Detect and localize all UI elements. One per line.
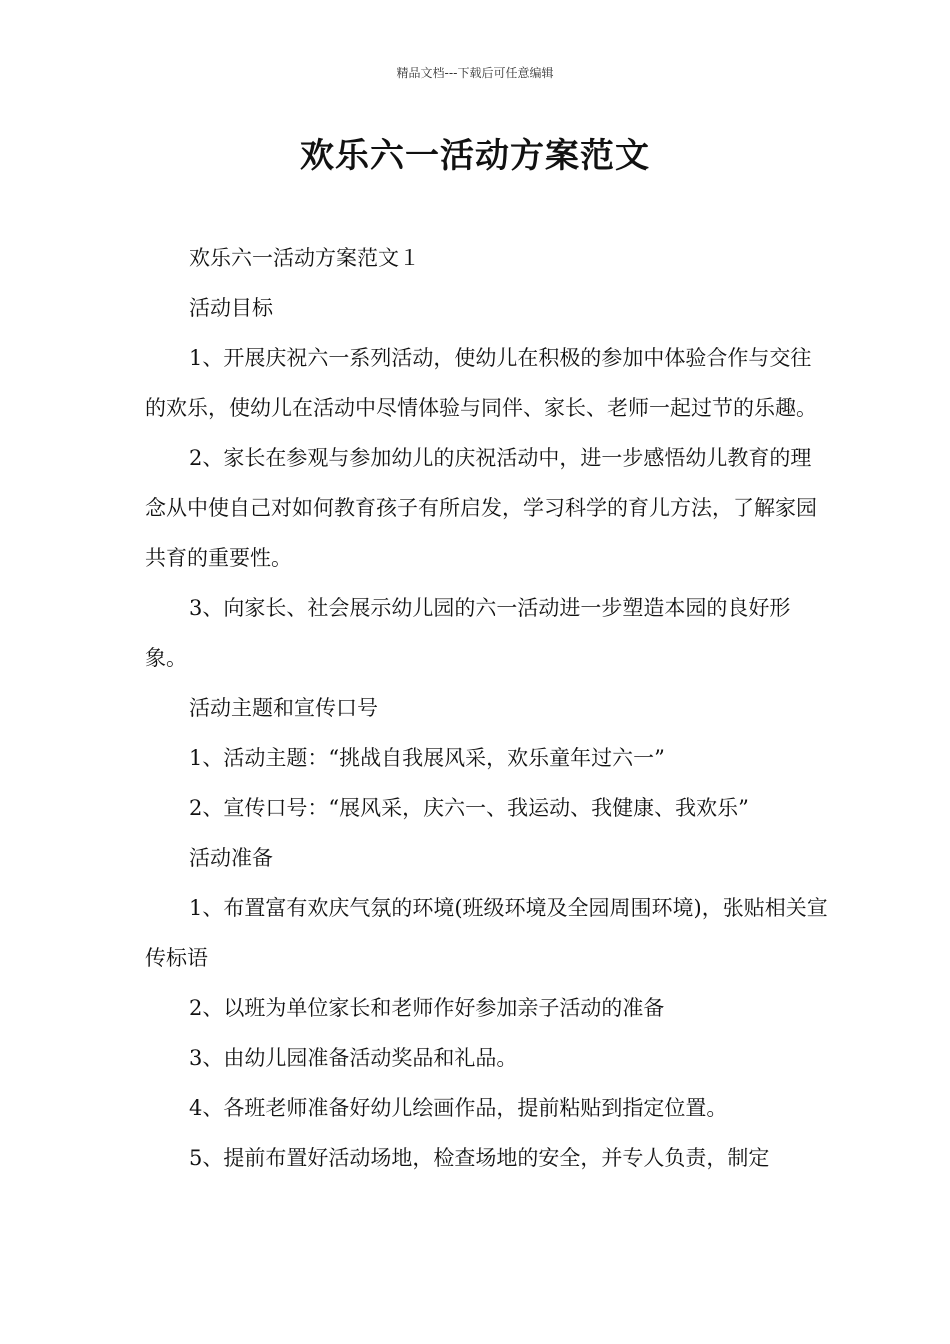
section-heading: 欢乐六一活动方案范文１ [189, 246, 420, 270]
subheading-preparation: 活动准备 [189, 846, 273, 870]
document-body [145, 233, 830, 1183]
subheading-theme: 活动主题和宣传口号 [189, 696, 378, 720]
goal-paragraph: 3、向家长、社会展示幼儿园的六一活动进一步塑造本园的良好形象。 [145, 596, 791, 670]
preparation-paragraph: 3、由幼儿园准备活动奖品和礼品。 [189, 1046, 518, 1070]
slogan-paragraph: 2、宣传口号：“展风采，庆六一、我运动、我健康、我欢乐” [189, 796, 749, 820]
preparation-paragraph: 1、布置富有欢庆气氛的环境(班级环境及全园周围环境)，张贴相关宣传标语 [145, 896, 828, 970]
goal-paragraph: 1、开展庆祝六一系列活动，使幼儿在积极的参加中体验合作与交往的欢乐，使幼儿在活动中尽情体验与同伴、家长、老师一起过节的乐趣。 [145, 346, 817, 420]
document-title: 欢乐六一活动方案范文 [300, 136, 650, 176]
preparation-paragraph: 4、各班老师准备好幼儿绘画作品，提前粘贴到指定位置。 [189, 1096, 728, 1120]
preparation-paragraph: 5、提前布置好活动场地，检查场地的安全，并专人负责，制定 [189, 1146, 770, 1170]
goal-paragraph: 2、家长在参观与参加幼儿的庆祝活动中，进一步感悟幼儿教育的理念从中使自己对如何教育孩子有所启发，学习科学的育儿方法，了解家园共育的重要性。 [145, 446, 817, 570]
theme-paragraph: 1、活动主题：“挑战自我展风采，欢乐童年过六一” [189, 746, 665, 770]
subheading-goals: 活动目标 [189, 296, 273, 320]
page-header: 精品文档---下载后可任意编辑 [396, 66, 554, 80]
preparation-paragraph: 2、以班为单位家长和老师作好参加亲子活动的准备 [189, 996, 665, 1020]
